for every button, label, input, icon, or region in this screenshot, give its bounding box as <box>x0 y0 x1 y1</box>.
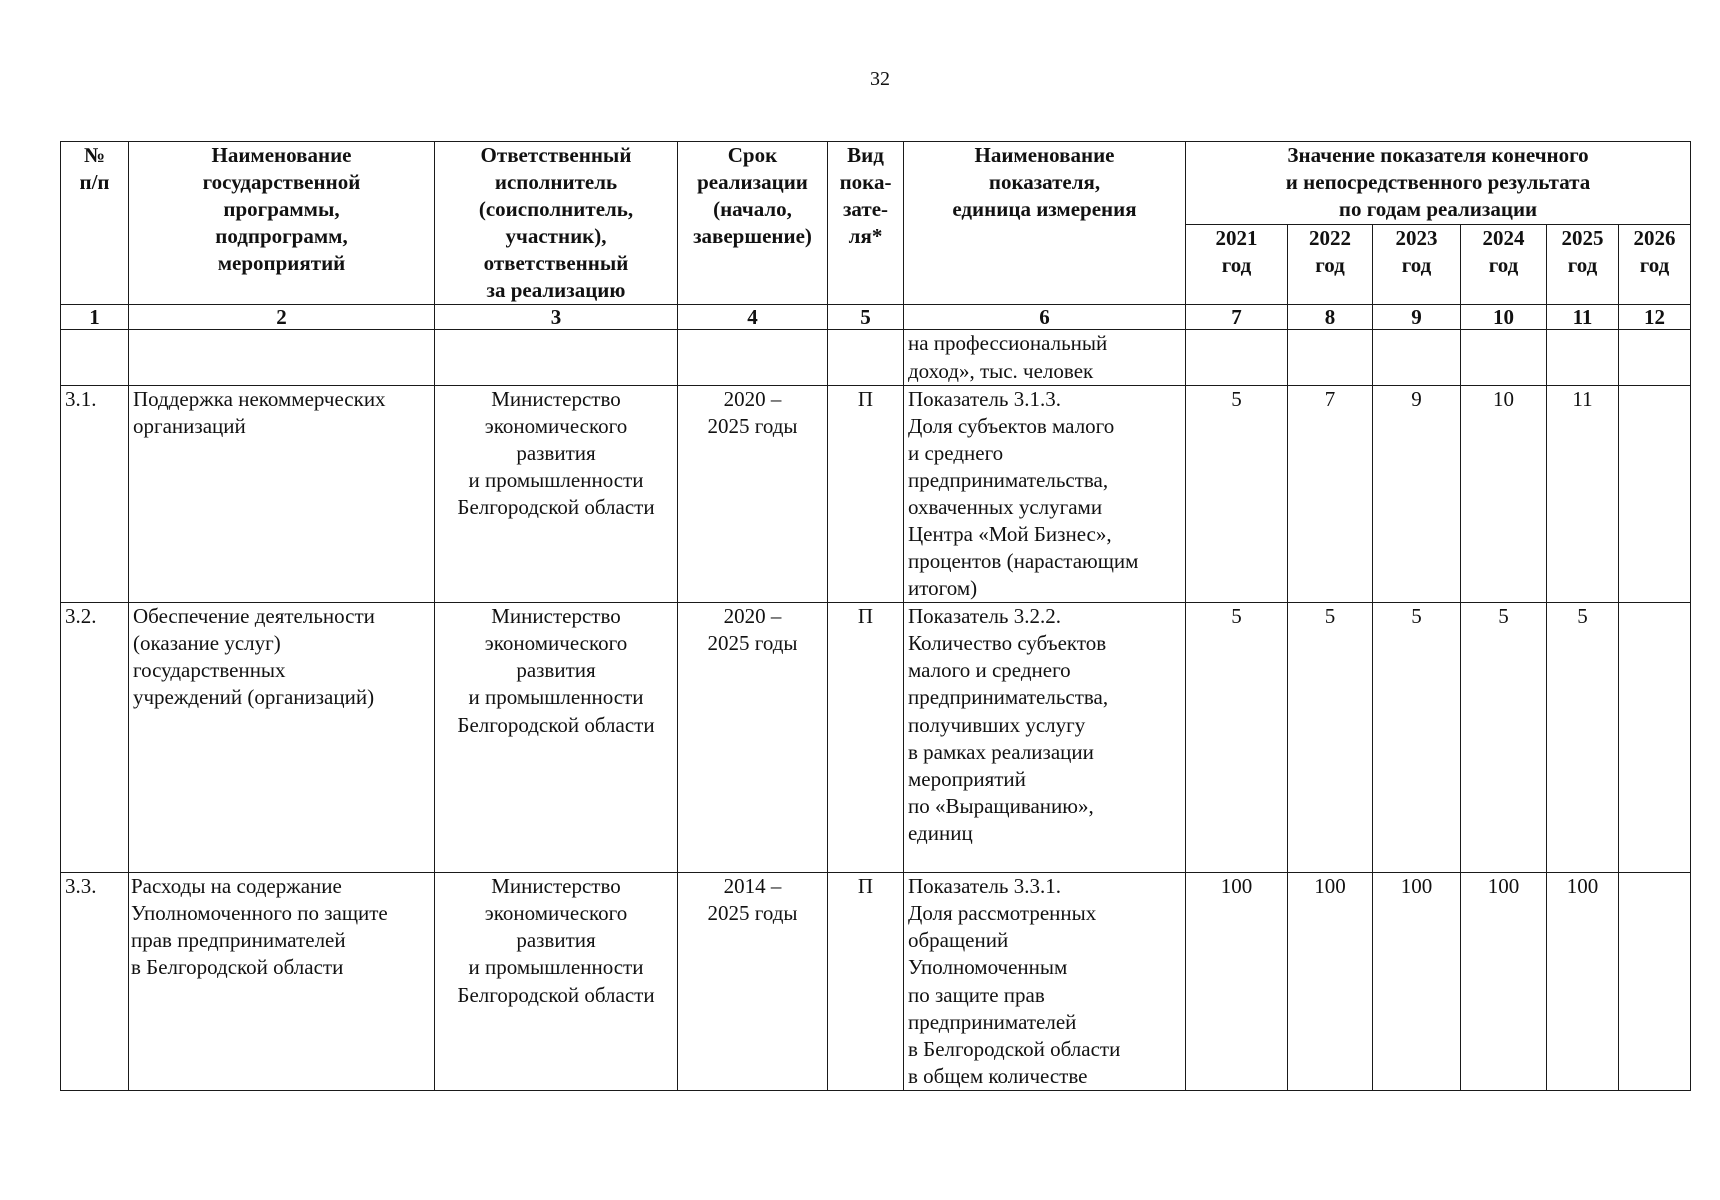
column-number: 6 <box>904 305 1186 330</box>
row-value <box>1619 330 1691 385</box>
row-value: 5 <box>1547 603 1619 873</box>
row-value <box>1186 330 1288 385</box>
row-value: 100 <box>1373 873 1461 1091</box>
row-indicator-name: Показатель 3.1.3. Доля субъектов малого и среднего предпринимательства, охваченных услугами Центра «Мой Бизнес», процентов (нарастающим итогом) <box>904 385 1186 603</box>
column-number: 10 <box>1461 305 1547 330</box>
row-value: 100 <box>1461 873 1547 1091</box>
page-number: 32 <box>870 68 890 90</box>
row-code: 3.2. <box>61 603 129 873</box>
row-indicator-name: на профессиональный доход», тыс. человек <box>904 330 1186 385</box>
row-value: 5 <box>1461 603 1547 873</box>
row-code <box>61 330 129 385</box>
row-executor <box>435 330 678 385</box>
column-number: 11 <box>1547 305 1619 330</box>
row-indicator-name: Показатель 3.3.1. Доля рассмотренных обращений Уполномоченным по защите прав предпринимателей в Белгородской области в общем количестве <box>904 873 1186 1091</box>
row-value <box>1619 873 1691 1091</box>
row-indicator-name: Показатель 3.2.2. Количество субъектов малого и среднего предпринимательства, получивших услугу в рамках реализации мероприятий по «Выращиванию», единиц <box>904 603 1186 873</box>
row-value: 5 <box>1186 603 1288 873</box>
row-value: 11 <box>1547 385 1619 603</box>
header-indicator-type: Вид пока- зате- ля* <box>828 142 904 305</box>
row-value: 5 <box>1288 603 1373 873</box>
header-indicator-values: Значение показателя конечного и непосредственного результата по годам реализации <box>1186 142 1691 225</box>
row-indicator-type: П <box>828 385 904 603</box>
row-value <box>1619 385 1691 603</box>
column-number: 2 <box>129 305 435 330</box>
row-program-name: Поддержка некоммерческих организаций <box>129 385 435 603</box>
header-number: № п/п <box>61 142 129 305</box>
header-term: Срок реализации (начало, завершение) <box>678 142 828 305</box>
column-number: 8 <box>1288 305 1373 330</box>
header-year: 2026 год <box>1619 224 1691 305</box>
column-number: 3 <box>435 305 678 330</box>
row-value: 100 <box>1288 873 1373 1091</box>
row-value: 5 <box>1186 385 1288 603</box>
column-number: 12 <box>1619 305 1691 330</box>
header-year: 2021 год <box>1186 224 1288 305</box>
row-term: 2020 – 2025 годы <box>678 603 828 873</box>
row-executor: Министерство экономического развития и промышленности Белгородской области <box>435 385 678 603</box>
row-executor: Министерство экономического развития и промышленности Белгородской области <box>435 873 678 1091</box>
row-value: 9 <box>1373 385 1461 603</box>
header-year: 2024 год <box>1461 224 1547 305</box>
column-numbers-row <box>61 305 1691 330</box>
table-row <box>61 385 1691 603</box>
row-indicator-type: П <box>828 873 904 1091</box>
row-code: 3.3. <box>61 873 129 1091</box>
program-indicators-table <box>60 141 1691 1091</box>
column-number: 1 <box>61 305 129 330</box>
row-value <box>1619 603 1691 873</box>
column-number: 4 <box>678 305 828 330</box>
header-program-name: Наименование государственной программы, подпрограмм, мероприятий <box>129 142 435 305</box>
column-number: 9 <box>1373 305 1461 330</box>
row-program-name: Расходы на содержание Уполномоченного по защите прав предпринимателей в Белгородской области <box>129 873 435 1091</box>
row-term: 2014 – 2025 годы <box>678 873 828 1091</box>
row-code: 3.1. <box>61 385 129 603</box>
row-value <box>1373 330 1461 385</box>
row-value <box>1288 330 1373 385</box>
row-value: 100 <box>1547 873 1619 1091</box>
row-program-name <box>129 330 435 385</box>
row-value <box>1547 330 1619 385</box>
row-term <box>678 330 828 385</box>
header-executor: Ответственный исполнитель (соисполнитель, участник), ответственный за реализацию <box>435 142 678 305</box>
header-year: 2025 год <box>1547 224 1619 305</box>
header-year: 2023 год <box>1373 224 1461 305</box>
row-executor: Министерство экономического развития и промышленности Белгородской области <box>435 603 678 873</box>
table-row <box>61 330 1691 385</box>
row-term: 2020 – 2025 годы <box>678 385 828 603</box>
row-value: 100 <box>1186 873 1288 1091</box>
header-indicator-name: Наименование показателя, единица измерения <box>904 142 1186 305</box>
column-number: 5 <box>828 305 904 330</box>
row-value <box>1461 330 1547 385</box>
row-value: 10 <box>1461 385 1547 603</box>
row-indicator-type <box>828 330 904 385</box>
table-row <box>61 873 1691 1091</box>
table-row <box>61 603 1691 873</box>
column-number: 7 <box>1186 305 1288 330</box>
row-value: 7 <box>1288 385 1373 603</box>
row-program-name: Обеспечение деятельности (оказание услуг) государственных учреждений (организаций) <box>129 603 435 873</box>
row-indicator-type: П <box>828 603 904 873</box>
row-value: 5 <box>1373 603 1461 873</box>
header-year: 2022 год <box>1288 224 1373 305</box>
